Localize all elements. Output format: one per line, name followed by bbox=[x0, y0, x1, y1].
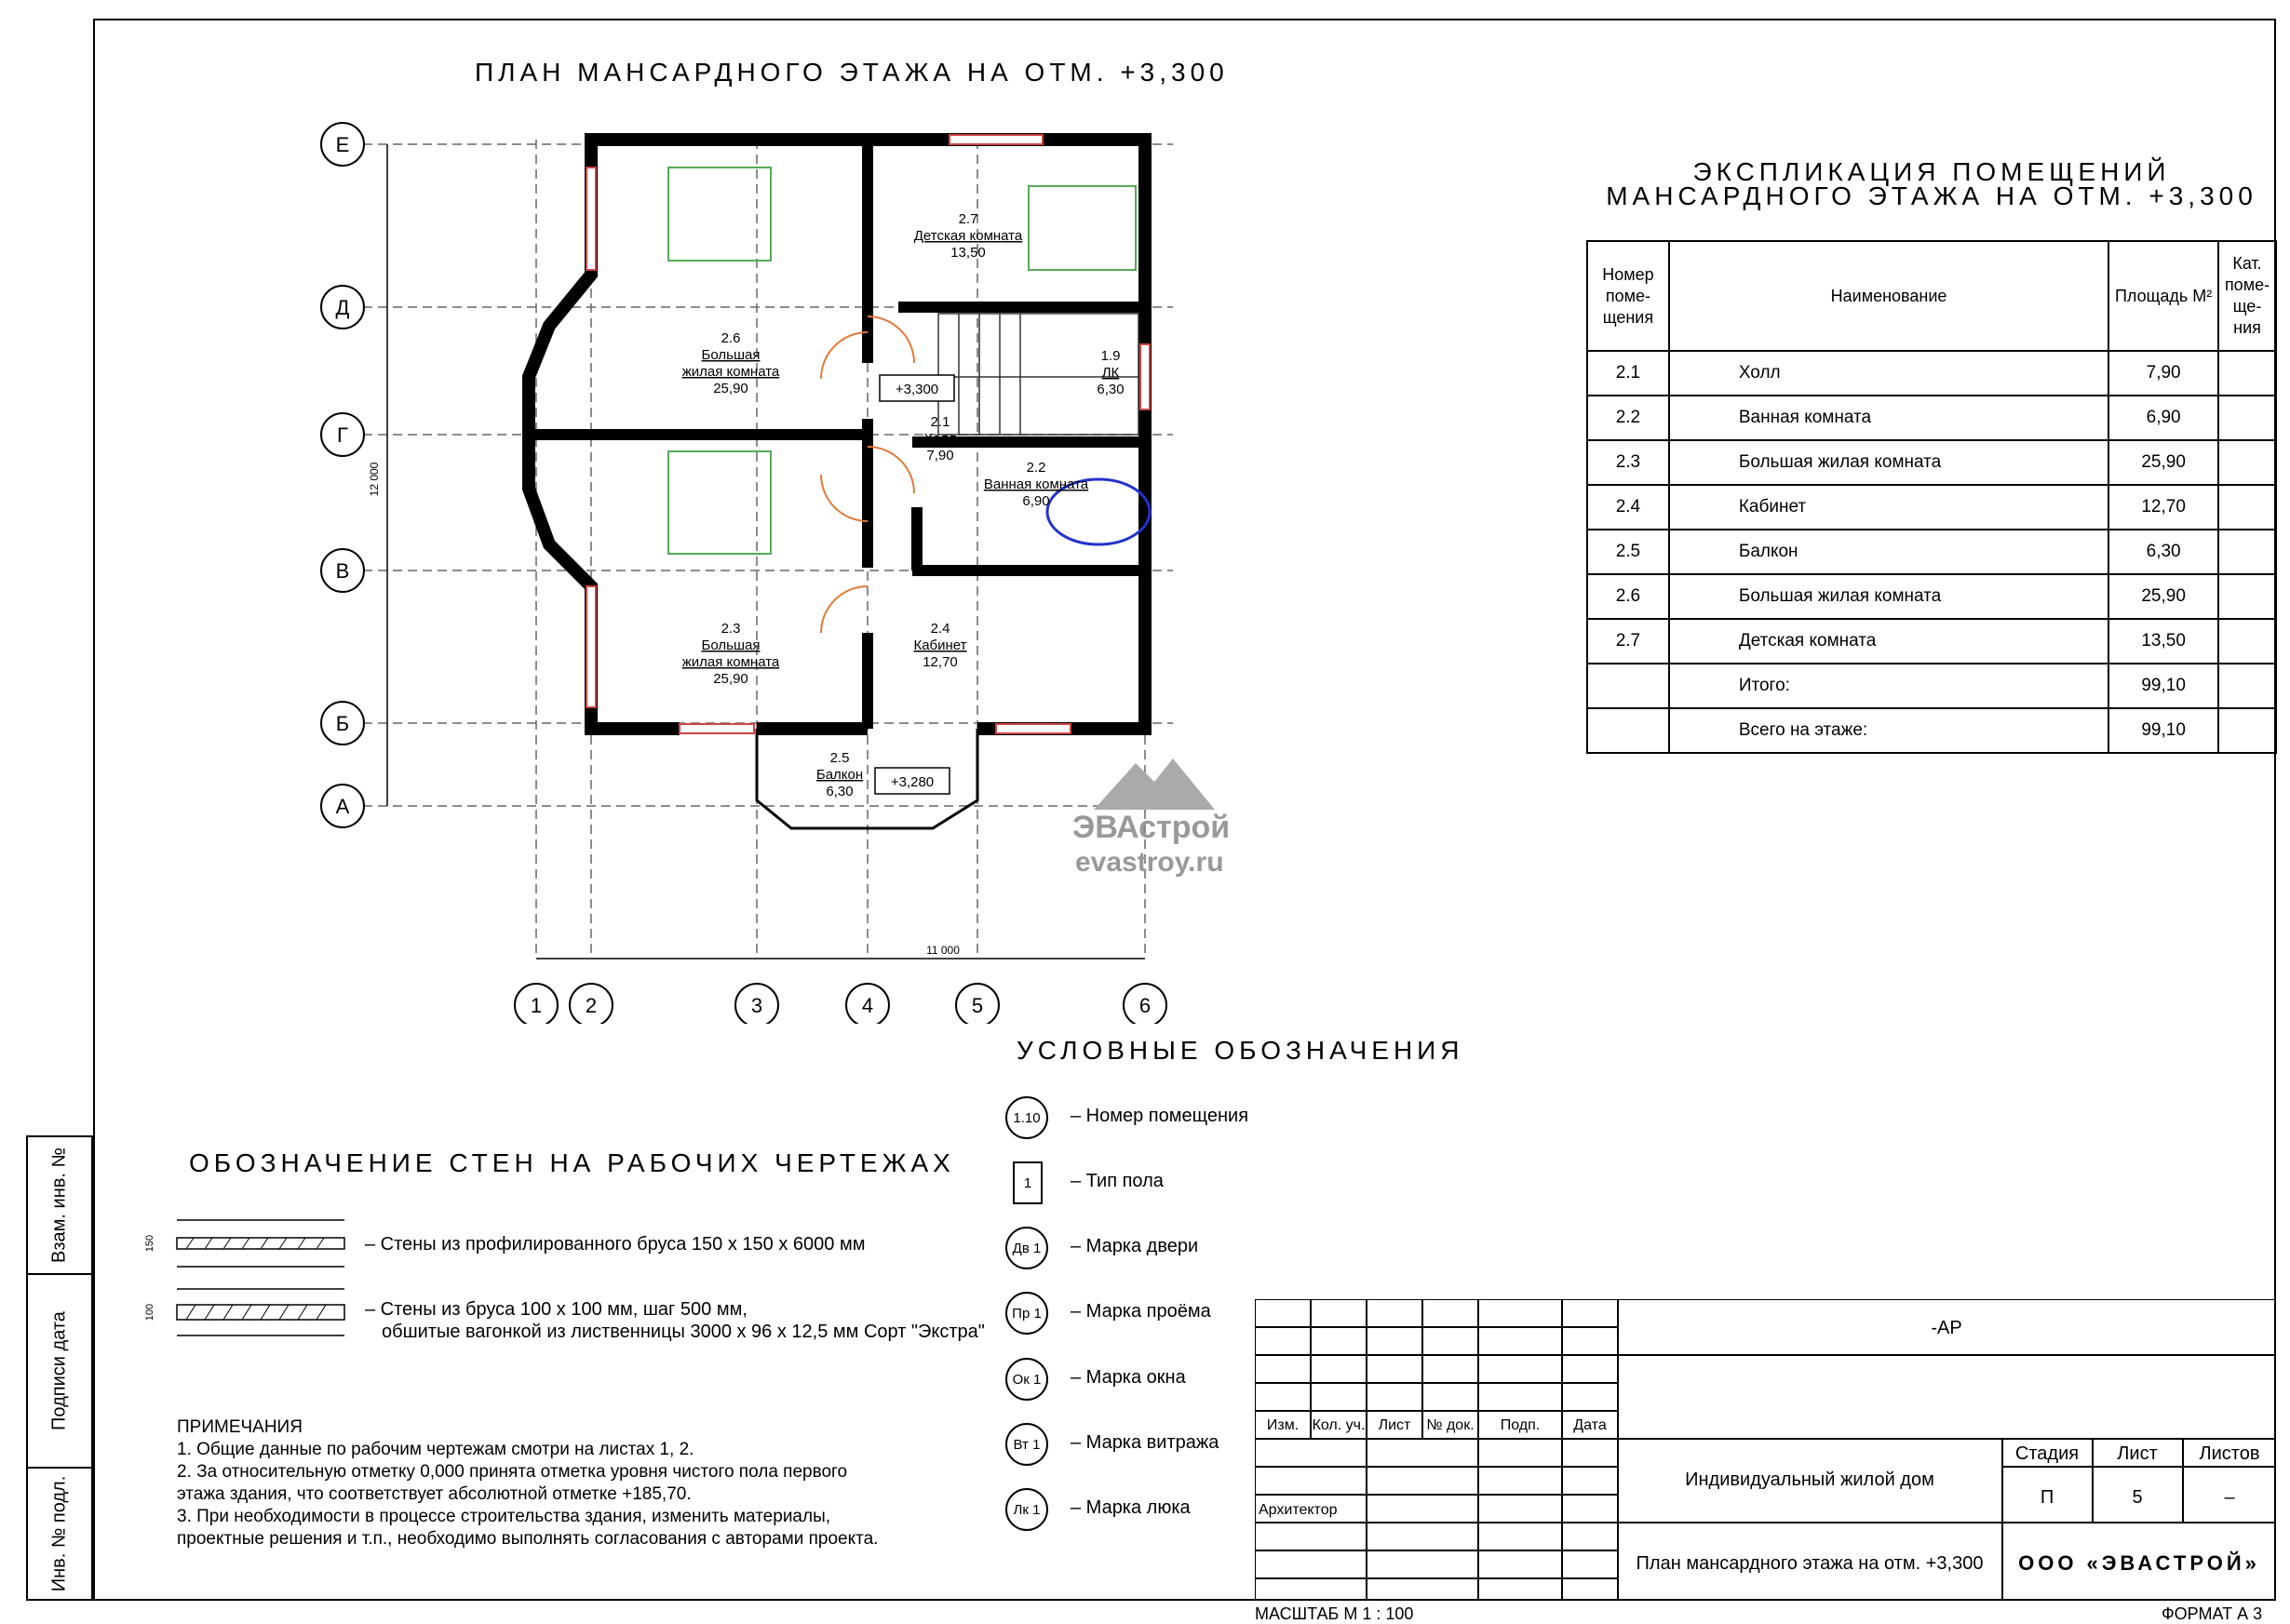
axis-row-d: Д bbox=[335, 296, 350, 319]
explication-title-l2: МАНСАРДНОГО ЭТАЖА НА ОТМ. +3,300 bbox=[1606, 181, 2257, 210]
axis-col-5: 5 bbox=[971, 994, 984, 1017]
notes-line: 1. Общие данные по рабочим чертежам смотри на листах 1, 2. bbox=[177, 1440, 694, 1459]
table-row: 2.1 Холл 7,90 bbox=[1587, 351, 2276, 396]
stamp-sheet-title: План мансардного этажа на отм. +3,300 bbox=[1636, 1553, 1984, 1574]
room-2-4-area: 12,70 bbox=[923, 654, 958, 670]
stamp-sheet-label: Лист bbox=[2117, 1443, 2158, 1464]
legend-symbol-hatch: Лк 1 bbox=[1005, 1488, 1048, 1531]
stamp-col-doc: № док. bbox=[1426, 1417, 1475, 1433]
room-2-7-area: 13,50 bbox=[950, 245, 986, 261]
wall-type-2-symbol bbox=[140, 1284, 349, 1340]
side-stamp-b bbox=[26, 1273, 93, 1469]
stamp-company: ООО «ЭВАСТРОЙ» bbox=[2018, 1551, 2260, 1575]
legend-text-floor: – Тип пола bbox=[1071, 1171, 1164, 1191]
notes bbox=[177, 1416, 878, 1550]
room-2-1-name: Холл bbox=[923, 431, 957, 447]
table-row: 2.5 Балкон 6,30 bbox=[1587, 530, 2276, 574]
room-2-5-name: Балкон bbox=[815, 767, 864, 783]
explication-title bbox=[1583, 157, 2281, 210]
table-row: 2.7 Детская комната 13,50 bbox=[1587, 619, 2276, 664]
notes-line: этажа здания, что соответствует абсолютной отметке +185,70. bbox=[177, 1484, 692, 1504]
room-1-9-name: ЛК bbox=[1101, 365, 1120, 381]
wall-type-1-text: – Стены из профилированного бруса 150 х 150 х 6000 мм bbox=[365, 1234, 866, 1255]
legend-text-stained-glass: – Марка витража bbox=[1071, 1432, 1219, 1453]
watermark-brand: ЭВАстрой bbox=[1072, 810, 1231, 845]
room-2-4-num: 2.4 bbox=[930, 621, 950, 637]
axis-row-g: Г bbox=[337, 423, 348, 447]
wall-type-2-text-l1: – Стены из бруса 100 х 100 мм, шаг 500 мм, bbox=[365, 1299, 748, 1320]
side-stamp-c bbox=[26, 1467, 93, 1601]
title-block bbox=[1255, 1299, 2276, 1601]
room-2-4-name: Кабинет bbox=[913, 638, 967, 653]
footer-scale: МАСШТАБ М 1 : 100 bbox=[1255, 1604, 1414, 1623]
legend-symbol-window: Ок 1 bbox=[1005, 1358, 1048, 1401]
legend-symbol-opening: Пр 1 bbox=[1005, 1292, 1048, 1335]
axis-col-2: 2 bbox=[585, 994, 598, 1017]
stamp-col-izm: Изм. bbox=[1266, 1417, 1300, 1433]
room-2-3-name-l1: Большая bbox=[701, 638, 761, 653]
axis-row-e: Е bbox=[335, 133, 350, 156]
hdr-area: Площадь М² bbox=[2108, 241, 2218, 351]
room-1-9-area: 6,30 bbox=[1097, 382, 1125, 397]
notes-title: ПРИМЕЧАНИЯ bbox=[177, 1417, 303, 1437]
floor-plan bbox=[307, 112, 1257, 1024]
room-1-9-num: 1.9 bbox=[1100, 348, 1121, 364]
stamp-col-date: Дата bbox=[1573, 1417, 1607, 1433]
legend-text-door: – Марка двери bbox=[1071, 1236, 1199, 1256]
dim-horizontal: 11 000 bbox=[926, 944, 960, 957]
explication-table bbox=[1586, 240, 2277, 754]
side-stamp-c-text: Инв. № подл. bbox=[48, 1475, 70, 1592]
room-2-7-name: Детская комната bbox=[913, 228, 1023, 244]
room-2-2-name: Ванная комната bbox=[983, 476, 1089, 492]
room-2-5-num: 2.5 bbox=[829, 750, 850, 766]
axis-col-6: 6 bbox=[1138, 994, 1152, 1017]
legend-symbol-door: Дв 1 bbox=[1005, 1227, 1048, 1269]
notes-line: 3. При необходимости в процессе строительства здания, изменить материалы, bbox=[177, 1507, 831, 1526]
room-2-5-area: 6,30 bbox=[826, 784, 854, 799]
axis-row-b: Б bbox=[335, 712, 350, 735]
room-2-1-num: 2.1 bbox=[930, 414, 950, 430]
room-2-2-area: 6,90 bbox=[1022, 493, 1050, 509]
explication-header-row bbox=[1587, 241, 2276, 351]
stamp-stage: П bbox=[2040, 1487, 2054, 1508]
wall-type-1-symbol bbox=[140, 1215, 349, 1271]
side-stamp-b-text: Подписи дата bbox=[48, 1311, 70, 1430]
hdr-cat: Кат. поме- ще- ния bbox=[2218, 241, 2276, 351]
axis-col-1: 1 bbox=[530, 994, 543, 1017]
table-row: 2.4 Кабинет 12,70 bbox=[1587, 485, 2276, 530]
legend-text-window: – Марка окна bbox=[1071, 1367, 1186, 1388]
stamp-col-list: Лист bbox=[1378, 1417, 1411, 1433]
room-2-3-name-l2: жилая комната bbox=[681, 654, 780, 670]
axis-row-a: А bbox=[335, 795, 350, 818]
notes-line: проектные решения и т.п., необходимо выполнять согласования с авторами проекта. bbox=[177, 1529, 879, 1549]
table-row: 2.2 Ванная комната 6,90 bbox=[1587, 396, 2276, 440]
watermark-site: evastroy.ru bbox=[1075, 847, 1224, 878]
hdr-name: Наименование bbox=[1669, 241, 2108, 351]
wall-type-2-text-l2: обшитые вагонкой из лиственницы 3000 х 96 х 12,5 мм Сорт "Экстра" bbox=[382, 1322, 985, 1342]
room-2-6-num: 2.6 bbox=[721, 330, 741, 346]
room-2-3-area: 25,90 bbox=[713, 671, 748, 687]
stamp-sheets-label: Листов bbox=[2199, 1443, 2260, 1464]
axis-col-4: 4 bbox=[861, 994, 874, 1017]
table-row: 2.3 Большая жилая комната 25,90 bbox=[1587, 440, 2276, 485]
legend-text-hatch: – Марка люка bbox=[1071, 1497, 1191, 1518]
room-2-2-num: 2.2 bbox=[1026, 460, 1046, 476]
watermark-logo-icon bbox=[1094, 754, 1215, 810]
walls-title: ОБОЗНАЧЕНИЕ СТЕН НА РАБОЧИХ ЧЕРТЕЖАХ bbox=[189, 1148, 955, 1177]
room-2-3-num: 2.3 bbox=[721, 621, 741, 637]
legend-text-room: – Номер помещения bbox=[1071, 1106, 1249, 1126]
level-balcony: +3,280 bbox=[890, 774, 935, 790]
legend-title: УСЛОВНЫЕ ОБОЗНАЧЕНИЯ bbox=[1017, 1036, 1464, 1065]
legend-symbol-floor: 1 bbox=[1013, 1161, 1043, 1204]
wall-type-1-dim: 150 bbox=[144, 1234, 155, 1253]
notes-line: 2. За относительную отметку 0,000 принята отметка уровня чистого пола первого bbox=[177, 1462, 848, 1482]
plan-title: ПЛАН МАНСАРДНОГО ЭТАЖА НА ОТМ. +3,300 bbox=[475, 58, 1229, 87]
stamp-code: -АР bbox=[1931, 1318, 1962, 1338]
axis-row-v: В bbox=[335, 559, 350, 583]
explication-title-l1: ЭКСПЛИКАЦИЯ ПОМЕЩЕНИЙ bbox=[1692, 157, 2171, 186]
stamp-object: Индивидуальный жилой дом bbox=[1685, 1470, 1934, 1490]
axis-col-3: 3 bbox=[750, 994, 763, 1017]
room-2-6-name-l1: Большая bbox=[701, 347, 761, 363]
side-stamp-a-text: Взам. инв. № bbox=[48, 1148, 70, 1263]
stamp-role: Архитектор bbox=[1259, 1502, 1338, 1518]
dim-vertical: 12 000 bbox=[368, 462, 381, 497]
wall-type-2-dim: 100 bbox=[144, 1303, 155, 1322]
hdr-num: Номер поме- щения bbox=[1587, 241, 1669, 351]
table-row: Всего на этаже: 99,10 bbox=[1587, 708, 2276, 753]
table-row: 2.6 Большая жилая комната 25,90 bbox=[1587, 574, 2276, 619]
room-2-6-name-l2: жилая комната bbox=[681, 364, 780, 380]
room-2-1-area: 7,90 bbox=[926, 448, 954, 463]
table-row: Итого: 99,10 bbox=[1587, 664, 2276, 708]
legend-text-opening: – Марка проёма bbox=[1071, 1301, 1211, 1322]
stamp-stage-label: Стадия bbox=[2014, 1443, 2080, 1464]
stamp-col-kol: Кол. уч. bbox=[1312, 1417, 1366, 1433]
legend-symbol-room: 1.10 bbox=[1005, 1096, 1048, 1139]
room-2-7-num: 2.7 bbox=[958, 211, 978, 227]
stamp-col-podp: Подп. bbox=[1500, 1417, 1541, 1433]
footer-format: ФОРМАТ А 3 bbox=[2162, 1604, 2263, 1623]
level-main: +3,300 bbox=[895, 382, 939, 397]
stamp-sheets: – bbox=[2224, 1487, 2235, 1508]
legend-symbol-stained-glass: Вт 1 bbox=[1005, 1423, 1048, 1466]
room-2-6-area: 25,90 bbox=[713, 381, 748, 396]
stamp-sheet: 5 bbox=[2132, 1487, 2143, 1508]
side-stamp-a bbox=[26, 1135, 93, 1275]
